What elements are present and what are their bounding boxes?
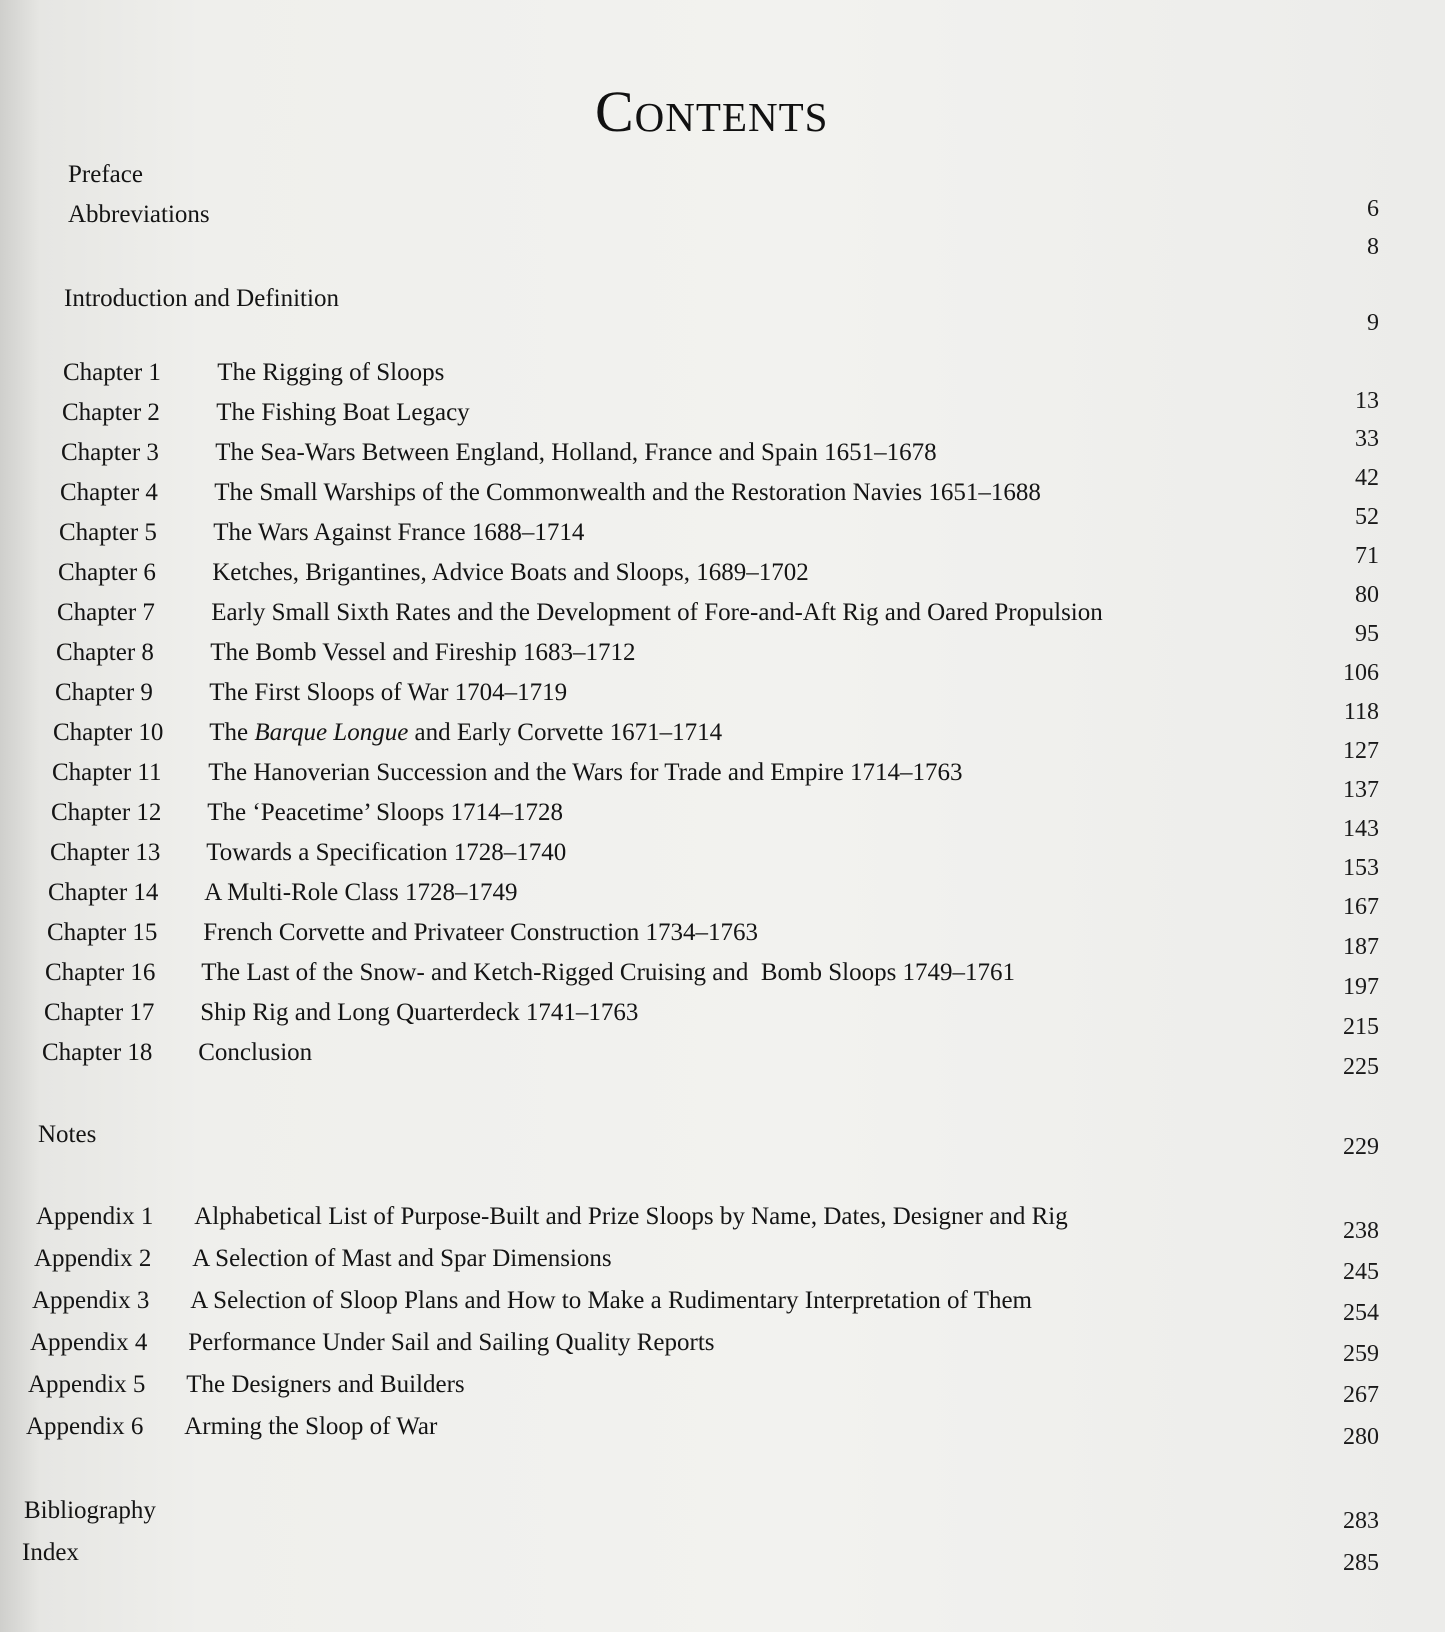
toc-label: Chapter 3 — [61, 439, 159, 466]
toc-entry-chapter-2[interactable] — [62, 396, 470, 430]
toc-label: Chapter 8 — [56, 639, 154, 666]
toc-title: The Rigging of Sloops — [217, 359, 445, 386]
toc-entry-chapter-12[interactable] — [51, 796, 563, 830]
toc-title: Performance Under Sail and Sailing Quality Reports — [188, 1329, 715, 1356]
toc-page-number: 95 — [1355, 621, 1379, 647]
toc-page-number: 229 — [1343, 1134, 1379, 1160]
toc-title: Conclusion — [198, 1039, 313, 1066]
toc-label: Preface — [68, 161, 143, 188]
toc-label: Appendix 3 — [32, 1287, 150, 1314]
toc-entry-chapter-7[interactable] — [57, 596, 1103, 630]
toc-title: The Designers and Builders — [186, 1371, 465, 1398]
toc-page-number: 285 — [1343, 1550, 1379, 1576]
toc-title: The First Sloops of War 1704–1719 — [209, 679, 568, 706]
toc-page-number: 153 — [1343, 855, 1379, 881]
toc-title: The Sea-Wars Between England, Holland, France and Spain 1651–1678 — [215, 439, 937, 466]
toc-label: Appendix 5 — [28, 1371, 146, 1398]
toc-entry-index[interactable] — [22, 1536, 79, 1570]
toc-label: Bibliography — [24, 1497, 156, 1524]
toc-page-number: 106 — [1343, 660, 1379, 686]
toc-page-number: 215 — [1343, 1014, 1379, 1040]
toc-title: Arming the Sloop of War — [184, 1413, 438, 1440]
toc-page-number: 167 — [1343, 894, 1379, 920]
toc-entry-chapter-15[interactable] — [47, 916, 758, 950]
toc-title: Early Small Sixth Rates and the Development of Fore-and-Aft Rig and Oared Propulsion — [211, 599, 1103, 626]
toc-entry-chapter-14[interactable] — [48, 876, 517, 910]
toc-title: A Multi-Role Class 1728–1749 — [204, 879, 518, 906]
toc-entry-chapter-16[interactable] — [45, 956, 1015, 990]
toc-label: Chapter 2 — [62, 399, 160, 426]
toc-title: The Small Warships of the Commonwealth and the Restoration Navies 1651–1688 — [214, 479, 1041, 506]
toc-title: The Hanoverian Succession and the Wars for Trade and Empire 1714–1763 — [208, 759, 963, 786]
toc-entry-chapter-3[interactable] — [61, 436, 937, 470]
toc-label: Chapter 4 — [60, 479, 158, 506]
toc-entry-chapter-6[interactable] — [58, 556, 809, 590]
toc-page-number: 9 — [1367, 310, 1379, 336]
toc-title: Ship Rig and Long Quarterdeck 1741–1763 — [200, 999, 639, 1026]
toc-label: Chapter 13 — [50, 839, 161, 866]
toc-page-number: 13 — [1355, 388, 1379, 414]
toc-label: Index — [22, 1539, 79, 1566]
toc-label: Chapter 14 — [48, 879, 159, 906]
toc-page-number: 6 — [1367, 196, 1379, 222]
toc-label: Chapter 17 — [44, 999, 155, 1026]
toc-entry-appendix-3[interactable] — [32, 1284, 1032, 1318]
toc-title-part: and Early Corvette 1671–1714 — [408, 719, 723, 746]
toc-title: French Corvette and Privateer Construction 1734–1763 — [203, 919, 758, 946]
toc-title: The ‘Peacetime’ Sloops 1714–1728 — [207, 799, 563, 826]
toc-page-number: 80 — [1355, 582, 1379, 608]
toc-entry-chapter-9[interactable] — [55, 676, 567, 710]
toc-page-number: 245 — [1343, 1259, 1379, 1285]
toc-entry-chapter-18[interactable] — [42, 1036, 312, 1070]
toc-label: Appendix 4 — [30, 1329, 148, 1356]
toc-entry-appendix-2[interactable] — [34, 1242, 612, 1276]
toc-page-number: 42 — [1355, 465, 1379, 491]
toc-entry-appendix-5[interactable] — [28, 1368, 465, 1402]
toc-page-number: 127 — [1343, 738, 1379, 764]
toc-label: Appendix 6 — [26, 1413, 144, 1440]
toc-page-number: 137 — [1343, 777, 1379, 803]
toc-title: A Selection of Sloop Plans and How to Make a Rudimentary Interpretation of Them — [190, 1287, 1032, 1314]
toc-page-number: 187 — [1343, 934, 1379, 960]
toc-page-number: 52 — [1355, 504, 1379, 530]
toc-entry-abbreviations[interactable] — [68, 198, 210, 232]
toc-page-number: 225 — [1343, 1054, 1379, 1080]
toc-title: A Selection of Mast and Spar Dimensions — [192, 1245, 612, 1272]
toc-entry-chapter-17[interactable] — [44, 996, 638, 1030]
toc-page-number: 33 — [1355, 426, 1379, 452]
toc-label: Chapter 16 — [45, 959, 156, 986]
toc-entry-appendix-4[interactable] — [30, 1326, 715, 1360]
toc-page-number: 143 — [1343, 816, 1379, 842]
toc-label: Chapter 1 — [63, 359, 161, 386]
toc-title-part: The — [209, 719, 255, 746]
toc-title: The Wars Against France 1688–1714 — [213, 519, 585, 546]
toc-page-number: 71 — [1355, 543, 1379, 569]
toc-entry-chapter-1[interactable] — [63, 356, 444, 390]
toc-entry-bibliography[interactable] — [24, 1494, 156, 1528]
toc-title: The Last of the Snow- and Ketch-Rigged Cruising and Bomb Sloops 1749–1761 — [201, 959, 1016, 986]
toc-label: Introduction and Definition — [64, 285, 339, 312]
toc-page-number: 267 — [1343, 1382, 1379, 1408]
toc-page-number: 238 — [1343, 1218, 1379, 1244]
toc-entry-chapter-10[interactable] — [53, 716, 722, 750]
toc-entry-preface[interactable] — [68, 158, 143, 192]
toc-page-number: 283 — [1343, 1508, 1379, 1534]
toc-page-number: 254 — [1343, 1300, 1379, 1326]
toc-title — [209, 716, 722, 750]
toc-label: Appendix 1 — [36, 1203, 154, 1230]
toc-page-number: 197 — [1343, 974, 1379, 1000]
page-title: Contents — [595, 79, 829, 144]
toc-entry-chapter-13[interactable] — [50, 836, 566, 870]
toc-entry-chapter-8[interactable] — [56, 636, 635, 670]
toc-page-number: 118 — [1343, 699, 1379, 725]
toc-label: Chapter 5 — [59, 519, 157, 546]
toc-entry-chapter-4[interactable] — [60, 476, 1041, 510]
toc-entry-appendix-6[interactable] — [26, 1410, 437, 1444]
toc-label: Chapter 11 — [52, 759, 162, 786]
toc-label: Abbreviations — [68, 201, 210, 228]
toc-entry-chapter-5[interactable] — [59, 516, 584, 550]
toc-entry-introduction[interactable] — [64, 282, 339, 316]
toc-title: Ketches, Brigantines, Advice Boats and Sloops, 1689–1702 — [212, 559, 809, 586]
toc-page-number: 280 — [1343, 1424, 1379, 1450]
toc-label: Appendix 2 — [34, 1245, 152, 1272]
toc-title: The Fishing Boat Legacy — [216, 399, 470, 426]
toc-label: Chapter 12 — [51, 799, 162, 826]
toc-label: Chapter 18 — [42, 1039, 153, 1066]
toc-label: Chapter 6 — [58, 559, 156, 586]
toc-entry-appendix-1[interactable] — [36, 1200, 1068, 1234]
toc-entry-notes[interactable] — [38, 1118, 96, 1152]
toc-label: Chapter 7 — [57, 599, 155, 626]
toc-label: Chapter 15 — [47, 919, 158, 946]
toc-entry-chapter-11[interactable] — [52, 756, 963, 790]
toc-label: Chapter 10 — [53, 719, 164, 746]
toc-title: Alphabetical List of Purpose-Built and Prize Sloops by Name, Dates, Designer and Rig — [194, 1203, 1068, 1230]
toc-page-number: 259 — [1343, 1341, 1379, 1367]
toc-title-italic: Barque Longue — [254, 719, 409, 746]
toc-title: Towards a Specification 1728–1740 — [206, 839, 567, 866]
toc-page-number: 8 — [1367, 234, 1379, 260]
toc-label: Notes — [38, 1121, 97, 1148]
toc-title: The Bomb Vessel and Fireship 1683–1712 — [210, 639, 636, 666]
toc-label: Chapter 9 — [55, 679, 153, 706]
